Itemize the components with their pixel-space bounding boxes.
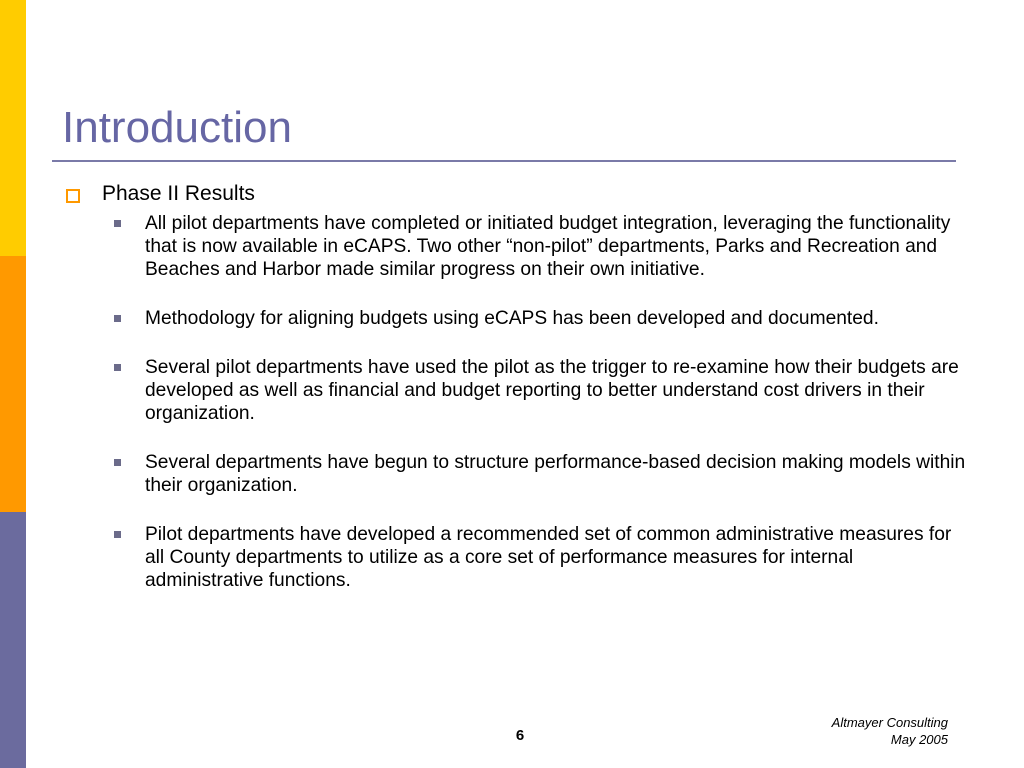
slide-title: Introduction — [62, 103, 292, 152]
footer-credit — [832, 714, 948, 748]
footer-company: Altmayer Consulting — [831, 715, 948, 730]
title-divider — [52, 160, 956, 162]
footer-date: May 2005 — [890, 732, 948, 747]
slide-body — [66, 180, 966, 618]
bullet-text: Several pilot departments have used the pilot as the trigger to re-examine how their budgets are developed as well as financial and budget reporting to better understand cost drivers in their organization. — [145, 357, 959, 424]
side-band-orange — [0, 256, 26, 512]
main-bullet — [66, 180, 966, 208]
hollow-square-bullet-icon — [66, 189, 80, 203]
section-heading: Phase II Results — [102, 182, 255, 205]
side-band-yellow — [0, 0, 26, 256]
page-number: 6 — [515, 727, 525, 744]
square-bullet-icon — [114, 220, 121, 227]
list-item — [114, 451, 966, 497]
bullet-text: Several departments have begun to structure performance-based decision making models within their organization. — [145, 452, 966, 496]
list-item — [114, 212, 966, 281]
list-item — [114, 523, 966, 592]
list-item — [114, 307, 966, 330]
bullet-text: Pilot departments have developed a recommended set of common administrative measures for all County departments to utilize as a core set of performance measures for internal administrative functions. — [145, 524, 952, 591]
side-color-bar — [0, 0, 26, 768]
list-item — [114, 356, 966, 425]
square-bullet-icon — [114, 315, 121, 322]
square-bullet-icon — [114, 459, 121, 466]
sub-bullet-list — [66, 212, 966, 592]
side-band-purple — [0, 512, 26, 768]
square-bullet-icon — [114, 364, 121, 371]
square-bullet-icon — [114, 531, 121, 538]
bullet-text: Methodology for aligning budgets using eCAPS has been developed and documented. — [145, 308, 879, 329]
bullet-text: All pilot departments have completed or initiated budget integration, leveraging the functionality that is now available in eCAPS. Two other “non-pilot” departments, Parks and Recreation and Beaches and Harbor made similar progress on their own initiative. — [145, 213, 951, 280]
